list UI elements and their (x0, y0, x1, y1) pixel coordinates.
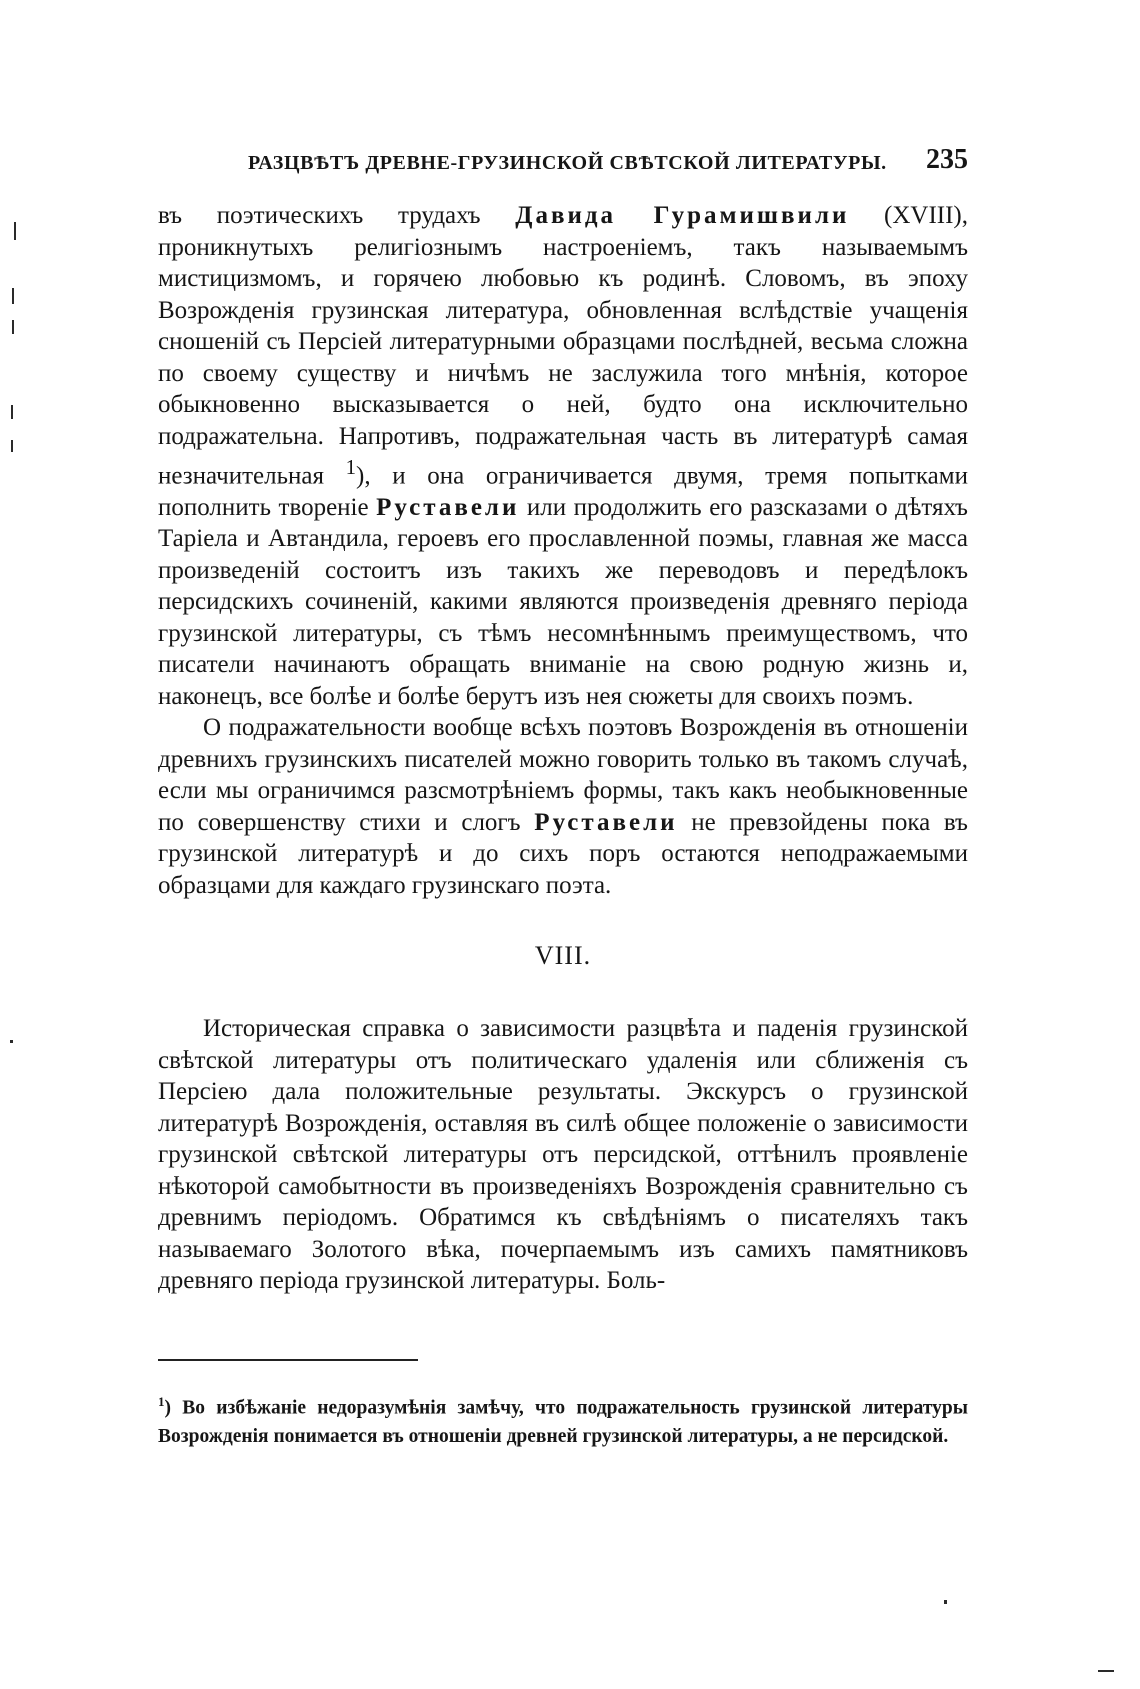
footnote-reference: 1 (345, 455, 357, 479)
scan-artifact (11, 440, 13, 452)
page-number: 235 (926, 144, 968, 175)
author-name-rustaveli-2: Руставели (534, 808, 678, 836)
paragraph-2-text-a: О подражательности вообще всѣхъ поэтовъ Возрожденія въ отношеніи древнихъ грузинскихъ писателей можно говорить только въ такомъ случаѣ, если мы ограничимся разсмотрѣніемъ формы, такъ какъ необыкновенные по совершенству стихи и слогъ (158, 714, 968, 836)
author-name-rustaveli: Руставели (376, 493, 520, 521)
main-text (158, 200, 968, 1297)
footnote-text: ) Во избѣжаніе недоразумѣнія замѣчу, что подражательность грузинской литературы Возрожденія понимается въ отношеніи древней грузинской литературы, а не персидской. (158, 1397, 968, 1447)
scan-artifact (1098, 1670, 1114, 1672)
running-title: РАЗЦВѢТЪ ДРЕВНЕ-ГРУЗИНСКОЙ СВѢТСКОЙ ЛИТЕРАТУРЫ. (248, 152, 887, 174)
paragraph-1-text-b: (XVIII), проникнутыхъ религіознымъ настроеніемъ, такъ называемымъ мистицизмомъ, и горячею любовью къ родинѣ. Словомъ, въ эпоху Возрожденія грузинская литература, обновленная вслѣдствіе учащенія сношеній съ Персіей литературными образцами послѣдней, весьма сложна по своему существу и ничѣмъ не заслужила того мнѣнія, которое обыкновенно высказывается о ней, будто она исключительно подражательна. Напротивъ, подражательная часть въ литературѣ самая незначительная (158, 202, 968, 490)
scan-artifact (14, 222, 16, 240)
paragraph-3: Историческая справка о зависимости разцвѣта и паденія грузинской свѣтской литературы отъ политическаго удаленія или сближенія съ Персіею дала положительные результаты. Экскурсъ о грузинской литературѣ Возрожденія, оставляя въ силѣ общее положеніе о зависимости грузинской свѣтской литературы отъ персидской, оттѣнилъ проявленіе нѣкоторой самобытности въ произведеніяхъ Возрожденія сравнительно съ древнимъ періодомъ. Обратимся къ свѣдѣніямъ о писателяхъ такъ называемаго Золотого вѣка, почерпаемымъ изъ самихъ памятниковъ древняго періода грузинской литературы. Боль- (158, 1015, 968, 1295)
paragraph-1 (158, 200, 968, 712)
paragraph-2-text-b: не превзойдены пока въ грузинской литературѣ и до сихъ поръ остаются неподражаемыми образцами для каждаго грузинскаго поэта. (158, 808, 968, 899)
footnote-mark: 1 (158, 1394, 165, 1409)
scan-artifact (10, 1040, 13, 1043)
author-name-guramishvili: Давида Гурамишвили (515, 202, 850, 229)
paragraph-2 (158, 712, 968, 901)
paragraph-1-text-c: ), и она ограничивается двумя, тремя попытками пополнить твореніе (158, 462, 968, 521)
paragraph-1-text-a: въ поэтическихъ трудахъ (158, 202, 516, 229)
section-heading: VIII. (534, 941, 592, 971)
scan-artifact (12, 320, 14, 334)
footnote (158, 1388, 968, 1451)
scan-artifact (12, 288, 14, 304)
footnote-separator (158, 1359, 418, 1361)
running-header (248, 144, 968, 184)
paragraph-1-text-d: или продолжить его разсказами о дѣтяхъ Таріела и Автандила, героевъ его прославленной поэмы, главная же масса произведеній состоитъ изъ такихъ же переводовъ и передѣлокъ персидскихъ сочиненій, какими являются произведенія древняго періода грузинской литературы, съ тѣмъ несомнѣннымъ преимуществомъ, что писатели начинаютъ обращать вниманіе на свою родную жизнь и, наконецъ, все болѣе и болѣе берутъ изъ нея сюжеты для своихъ поэмъ. (158, 493, 968, 710)
scan-artifact (944, 1600, 947, 1604)
scan-artifact (11, 405, 13, 419)
